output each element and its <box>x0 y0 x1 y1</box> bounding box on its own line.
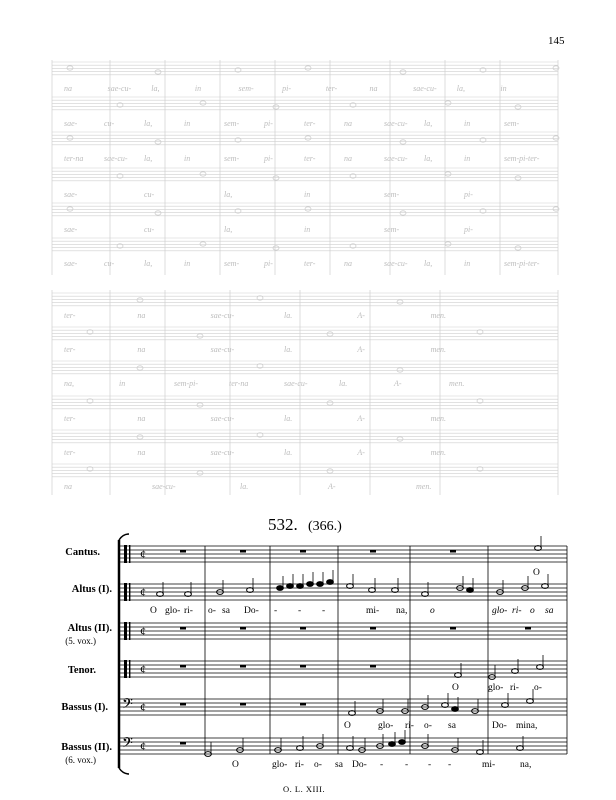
upper-lyric: sem- <box>238 84 254 93</box>
upper-lyric: in <box>184 119 191 128</box>
rest <box>370 665 376 668</box>
middle-lyric: la. <box>284 345 293 354</box>
rest <box>450 627 456 630</box>
part-sub-bassus-2: (6. vox.) <box>65 755 96 765</box>
upper-lyric: la, <box>424 154 433 163</box>
rest <box>300 627 306 630</box>
ghost-note <box>305 136 311 140</box>
ghost-note <box>327 401 333 405</box>
upper-lyric: sae-cu- <box>384 259 408 268</box>
upper-lyric: sem-pi-ter- <box>504 154 540 163</box>
lyric-syllable: sa <box>335 760 343 770</box>
lyric-syllable: na, <box>520 760 532 770</box>
note <box>467 588 474 593</box>
cut-time-sign: ¢ <box>140 662 146 676</box>
upper-lyric: la, <box>144 259 153 268</box>
lyric-syllable: - <box>274 606 278 616</box>
page-number: 145 <box>548 35 565 47</box>
c-clef <box>124 545 127 563</box>
middle-lyric: sae-cu- <box>210 345 235 354</box>
rest <box>370 550 376 553</box>
upper-lyric: ter- <box>325 84 338 93</box>
lyric-syllable: sa <box>545 606 554 616</box>
upper-lyric: sae-cu- <box>104 154 128 163</box>
upper-lyric: sem- <box>224 119 240 128</box>
upper-lyric: na <box>369 84 378 93</box>
upper-lyric: ter-na <box>64 154 84 163</box>
ghost-note <box>445 242 451 246</box>
upper-lyric: sae- <box>64 190 78 199</box>
upper-lyric: na <box>344 154 352 163</box>
upper-lyric: in <box>304 225 311 234</box>
upper-lyric: la, <box>224 225 233 234</box>
ghost-note <box>200 242 206 246</box>
part-label-bassus-1: Bassus (I). <box>61 702 108 713</box>
middle-lyric: sae-cu- <box>210 414 235 423</box>
middle-system <box>52 290 558 495</box>
rest <box>240 627 246 630</box>
lyric-syllable: O <box>344 721 351 731</box>
upper-lyric: pi- <box>264 119 273 128</box>
rest <box>450 550 456 553</box>
upper-lyric: sem- <box>224 259 240 268</box>
lyric-syllable: sa <box>448 721 456 731</box>
lyric-syllable: o <box>530 606 535 616</box>
lyric-syllable: ri- <box>405 721 414 731</box>
lyric-syllable: glo- <box>165 606 181 616</box>
ghost-note <box>305 66 311 70</box>
lyric-syllable: glo- <box>492 606 508 616</box>
note <box>287 584 294 589</box>
upper-lyric: la, <box>424 259 433 268</box>
upper-lyric: ter- <box>304 259 316 268</box>
lyric-syllable: glo- <box>378 721 394 731</box>
middle-lyric: na <box>137 345 146 354</box>
upper-lyric: sem- <box>504 119 520 128</box>
lyric-syllable: Do- <box>492 721 507 731</box>
note <box>327 580 334 585</box>
middle-lyric: la. <box>339 379 348 388</box>
cut-time-sign: ¢ <box>140 547 146 561</box>
c-clef-stroke <box>129 545 130 563</box>
lyric-syllable: o- <box>314 760 322 770</box>
upper-lyric: cu- <box>104 259 115 268</box>
ghost-note <box>67 207 73 211</box>
upper-lyric: in <box>184 259 191 268</box>
upper-lyric: pi- <box>264 259 273 268</box>
main-system <box>119 534 567 774</box>
rest <box>300 665 306 668</box>
rest <box>180 665 186 668</box>
part-label-altus-2: Altus (II). <box>67 623 112 634</box>
upper-lyric: in <box>464 119 471 128</box>
lyric-syllable: na, <box>396 606 408 616</box>
middle-lyric: sae-cu- <box>210 311 235 320</box>
upper-lyric: cu- <box>144 190 155 199</box>
middle-lyric: in <box>119 379 126 388</box>
c-clef-stroke <box>129 583 130 601</box>
upper-lyric: la, <box>151 84 160 93</box>
upper-system <box>52 60 559 275</box>
ghost-note <box>397 368 403 372</box>
lyric-syllable: - <box>322 606 326 616</box>
lyric-syllable: Do- <box>352 760 367 770</box>
upper-lyric: cu- <box>104 119 115 128</box>
lyric-syllable: glo- <box>488 683 504 693</box>
middle-lyric: la. <box>284 414 293 423</box>
middle-lyric: ter- <box>64 311 76 320</box>
middle-lyric: men. <box>430 448 446 457</box>
upper-lyric: sem- <box>224 154 240 163</box>
lyric-syllable: O <box>533 568 540 578</box>
rest <box>180 627 186 630</box>
upper-lyric: la, <box>424 119 433 128</box>
upper-lyric: pi- <box>282 84 292 93</box>
upper-lyric: sae-cu- <box>384 119 408 128</box>
lyric-syllable: Do- <box>244 606 259 616</box>
upper-lyric: pi- <box>464 190 473 199</box>
middle-lyric: sae-cu- <box>152 482 176 491</box>
ghost-note <box>155 140 161 144</box>
rest <box>240 550 246 553</box>
note <box>297 584 304 589</box>
middle-lyric: A- <box>357 311 365 320</box>
rest <box>300 703 306 706</box>
ghost-note <box>197 334 203 338</box>
middle-lyric: men. <box>430 414 446 423</box>
upper-lyric: pi- <box>264 154 273 163</box>
upper-lyric: sae- <box>64 225 78 234</box>
c-clef <box>124 622 127 640</box>
upper-lyric: in <box>184 154 191 163</box>
lyric-syllable: o- <box>424 721 432 731</box>
ghost-note <box>445 172 451 176</box>
piece-title <box>268 515 342 534</box>
middle-lyric: A- <box>357 345 365 354</box>
ghost-note <box>155 70 161 74</box>
ghost-note <box>273 176 279 180</box>
note <box>399 740 406 745</box>
upper-lyric: in <box>194 84 202 93</box>
cut-time-sign: ¢ <box>140 700 146 714</box>
lyric-syllable: - <box>380 760 384 770</box>
lyric-syllable: ri- <box>512 606 522 616</box>
middle-lyric: na, <box>64 379 74 388</box>
ghost-note <box>200 101 206 105</box>
upper-lyric: sae- <box>64 259 78 268</box>
lyric-syllable: o- <box>208 606 216 616</box>
upper-lyric: cu- <box>144 225 155 234</box>
cut-time-sign: ¢ <box>140 585 146 599</box>
middle-lyric: A- <box>357 448 365 457</box>
ghost-note <box>515 176 521 180</box>
middle-lyric: ter- <box>64 448 76 457</box>
upper-lyric: na <box>344 119 352 128</box>
ghost-note <box>137 298 143 302</box>
ghost-note <box>397 437 403 441</box>
middle-lyric: na <box>137 311 146 320</box>
c-clef <box>124 660 127 678</box>
upper-lyric: in <box>304 190 311 199</box>
middle-lyric: men. <box>416 482 432 491</box>
middle-lyric: na <box>137 448 146 457</box>
part-labels <box>61 547 112 765</box>
rest <box>180 742 186 745</box>
c-clef <box>124 583 127 601</box>
middle-lyric: A- <box>394 379 402 388</box>
cut-time-sign: ¢ <box>140 739 146 753</box>
middle-lyric: sem-pi- <box>174 379 198 388</box>
rest <box>240 703 246 706</box>
upper-lyric: sae-cu- <box>107 84 132 93</box>
lyric-syllable: mi- <box>366 606 380 616</box>
ghost-note <box>400 211 406 215</box>
cut-time-sign: ¢ <box>140 624 146 638</box>
middle-lyric: la. <box>240 482 249 491</box>
rest <box>240 665 246 668</box>
middle-lyric: la. <box>284 448 293 457</box>
rest <box>300 550 306 553</box>
upper-lyric: ter- <box>304 119 316 128</box>
ghost-note <box>67 136 73 140</box>
middle-lyric: na <box>137 414 146 423</box>
ghost-note <box>515 246 521 250</box>
upper-lyric: sae-cu- <box>384 154 408 163</box>
upper-lyric: la, <box>456 84 465 93</box>
c-clef-stroke <box>129 622 130 640</box>
lyric-syllable: O <box>150 606 157 616</box>
upper-lyric: sem- <box>384 190 400 199</box>
lyric-syllable: O <box>232 760 239 770</box>
upper-lyric: sae- <box>64 119 78 128</box>
rest <box>180 703 186 706</box>
upper-lyric: sem-pi-ter- <box>504 259 540 268</box>
ghost-note <box>400 140 406 144</box>
ghost-note <box>155 211 161 215</box>
lyric-syllable: glo- <box>272 760 288 770</box>
lyric-syllable: - <box>298 606 302 616</box>
lyric-syllable: mina, <box>516 721 538 731</box>
middle-lyric: A- <box>328 482 336 491</box>
upper-lyric: in <box>464 154 471 163</box>
ghost-note <box>67 66 73 70</box>
lyric-syllable: sa <box>222 606 230 616</box>
ghost-note <box>397 300 403 304</box>
upper-lyric: in <box>464 259 471 268</box>
lyric-syllable: o <box>430 606 435 616</box>
note <box>389 742 396 747</box>
middle-lyric: ter- <box>64 414 76 423</box>
upper-lyric: pi- <box>464 225 473 234</box>
part-label-bassus-2: Bassus (II). <box>61 742 112 753</box>
upper-lyric: na <box>344 259 352 268</box>
ghost-note <box>327 332 333 336</box>
part-label-tenor: Tenor. <box>67 665 96 676</box>
ghost-note <box>137 435 143 439</box>
lyric-syllable: - <box>428 760 432 770</box>
upper-lyric: la, <box>144 154 153 163</box>
ghost-note <box>327 469 333 473</box>
piece-number: 532. <box>268 515 298 534</box>
lyric-syllable: ri- <box>184 606 193 616</box>
rest <box>370 627 376 630</box>
note <box>452 707 459 712</box>
ghost-note <box>273 246 279 250</box>
upper-lyric: sem- <box>384 225 400 234</box>
ghost-note <box>305 207 311 211</box>
piece-reference: (366.) <box>308 519 342 534</box>
middle-lyric: men. <box>430 311 446 320</box>
ghost-note <box>197 471 203 475</box>
upper-lyric: in <box>500 84 507 93</box>
rest <box>180 550 186 553</box>
lyric-syllable: o- <box>534 683 542 693</box>
note <box>317 582 324 587</box>
ghost-note <box>200 172 206 176</box>
upper-lyric: la, <box>144 119 153 128</box>
rest <box>525 627 531 630</box>
part-sub-altus-2: (5. vox.) <box>65 636 96 646</box>
lyric-syllable: ri- <box>510 683 519 693</box>
upper-lyric: sae-cu- <box>413 84 437 93</box>
lyric-syllable: O <box>452 683 459 693</box>
ghost-note <box>515 105 521 109</box>
f-clef: 𝄢 <box>122 696 133 715</box>
ghost-note <box>197 403 203 407</box>
middle-lyric: sae-cu- <box>284 379 308 388</box>
ghost-note <box>137 366 143 370</box>
upper-lyric: la, <box>224 190 233 199</box>
lyric-syllable: - <box>448 760 452 770</box>
ghost-note <box>445 101 451 105</box>
ghost-note <box>400 70 406 74</box>
ghost-note <box>273 105 279 109</box>
note <box>277 586 284 591</box>
middle-lyric: na <box>64 482 72 491</box>
lyric-syllable: mi- <box>482 760 496 770</box>
page-footer: O. L. XIII. <box>283 784 326 794</box>
middle-lyric: men. <box>449 379 465 388</box>
upper-lyric: ter- <box>304 154 316 163</box>
part-label-cantus: Cantus. <box>65 547 100 558</box>
f-clef: 𝄢 <box>122 735 133 754</box>
part-label-altus-1: Altus (I). <box>71 584 112 595</box>
middle-lyric: ter- <box>64 345 76 354</box>
middle-lyric: men. <box>430 345 446 354</box>
lyric-syllable: - <box>405 760 409 770</box>
middle-lyric: sae-cu- <box>210 448 235 457</box>
middle-lyric: A- <box>357 414 365 423</box>
c-clef-stroke <box>129 660 130 678</box>
lyric-syllable: ri- <box>295 760 304 770</box>
middle-lyric: la. <box>284 311 293 320</box>
note <box>307 582 314 587</box>
upper-lyric: na <box>64 84 72 93</box>
middle-lyric: ter-na <box>229 379 249 388</box>
